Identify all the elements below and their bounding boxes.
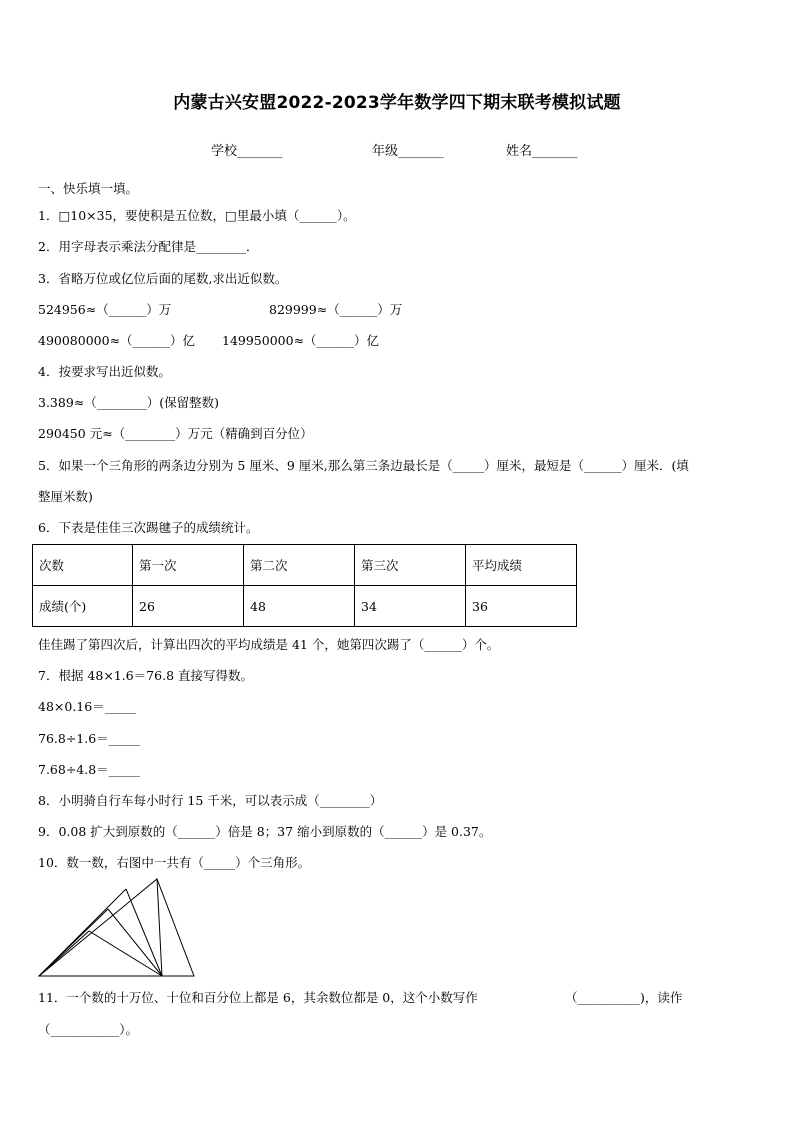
question-3: 3．省略万位或亿位后面的尾数,求出近似数。 [38,271,288,286]
question-3d: 149950000≈（______）亿 [222,333,380,348]
question-4b: 290450 元≈（________）万元（精确到百分位） [38,426,313,441]
triangle-inner-line [157,879,162,976]
section-heading: 一、快乐填一填。 [38,181,139,196]
question-6-followup: 佳佳踢了第四次后，计算出四次的平均成绩是 41 个，她第四次踢了（______）个。 [38,637,500,652]
school-field: 学校_______ [211,144,283,159]
name-field: 姓名_______ [506,144,578,159]
page-title: 内蒙古兴安盟2022-2023学年数学四下期末联考模拟试题 [173,93,621,113]
triangle-figure [36,876,198,982]
table-cell: 第二次 [244,545,355,586]
question-2: 2．用字母表示乘法分配律是________． [38,239,259,254]
table-cell: 26 [133,586,244,627]
question-3c: 490080000≈（______）亿 [38,333,196,348]
triangle-inner-line [39,909,108,976]
question-7a: 48×0.16＝_____ [38,699,136,714]
question-11-cont: （___________）。 [38,1022,139,1037]
table-row [33,586,577,627]
question-7c: 7.68÷4.8＝_____ [38,762,140,777]
table-header-row [33,545,577,586]
table-cell: 48 [244,586,355,627]
grade-field: 年级_______ [372,144,444,159]
triangle-inner-line [39,931,89,976]
question-8: 8．小明骑自行车每小时行 15 千米，可以表示成（________） [38,793,383,808]
table-cell: 36 [466,586,577,627]
question-4a: 3.389≈（________）(保留整数) [38,395,220,410]
question-7b: 76.8÷1.6＝_____ [38,731,140,746]
triangle-inner-line [108,909,162,976]
question-7: 7．根据 48×1.6＝76.8 直接写得数。 [38,668,253,683]
triangle-inner-line [126,889,162,976]
question-3a: 524956≈（______）万 [38,302,172,317]
table-cell: 34 [355,586,466,627]
question-5-cont: 整厘米数) [38,489,93,504]
question-10: 10．数一数，右图中一共有（_____）个三角形。 [38,855,311,870]
question-3b: 829999≈（______）万 [269,302,403,317]
table-cell: 平均成绩 [466,545,577,586]
table-cell: 次数 [33,545,133,586]
score-table [32,544,577,627]
question-5: 5．如果一个三角形的两条边分别为 5 厘米、9 厘米,那么第三条边最长是（_____）厘米，最短是（______）厘米．(填 [38,458,689,473]
triangle-inner-line [89,931,162,976]
question-11: 11．一个数的十万位、十位和百分位上都是 6，其余数位都是 0，这个小数写作 [38,990,478,1005]
table-cell: 第一次 [133,545,244,586]
question-9: 9．0.08 扩大到原数的（______）倍是 8；37 缩小到原数的（______）是 0.37。 [38,824,492,839]
question-1: 1．□10×35，要使积是五位数，□里最小填（______）。 [38,208,356,223]
table-cell: 成绩(个) [33,586,133,627]
question-4: 4．按要求写出近似数。 [38,364,171,379]
question-6: 6．下表是佳佳三次踢毽子的成绩统计。 [38,520,259,535]
table-cell: 第三次 [355,545,466,586]
question-11-blank: （__________)，读作 [565,990,683,1005]
triangle-outline [39,879,194,976]
